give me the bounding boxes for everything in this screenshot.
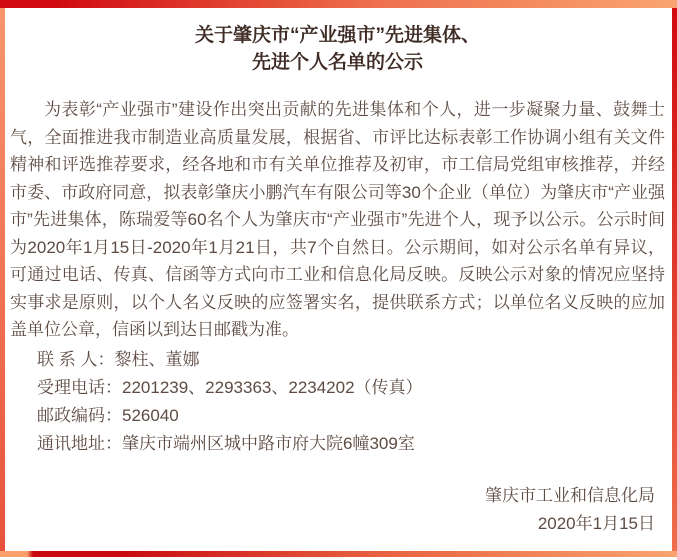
page-title (10, 22, 665, 76)
signature-organization: 肇庆市工业和信息化局 (485, 485, 655, 505)
document-content (10, 8, 665, 538)
contact-phone-line: 受理电话：2201239、2293363、2234202（传真） (37, 377, 423, 397)
announcement-paragraph: 为表彰“产业强市”建设作出突出贡献的先进集体和个人，进一步凝聚力量、鼓舞士气，全面推进我市制造业高质量发展，根据省、市评比达标表彰工作协调小组有关文件精神和评选推荐要求，经各地和市有关单位推荐及初审，市工信局党组审核推荐，并经市委、市政府同意，拟表彰肇庆小鹏汽车有限公司等30个企业（单位）为肇庆市“产业强市”先进集体，陈瑞爱等60名个人为肇庆市“产业强市”先进个人，现予以公示。公示时间为2020年1月15日-2020年1月21日，共7个自然日。公示期间，如对公示名单有异议，可通过电话、传真、信函等方式向市工业和信息化局反映。反映公示对象的情况应坚持实事求是原则，以个人名义反映的应签署实名，提供联系方式；以单位名义反映的应加盖单位公章，信函以到达日邮戳为准。 (10, 100, 665, 339)
contact-postcode-line: 邮政编码：526040 (37, 405, 179, 425)
contact-address-line: 通讯地址：肇庆市端州区城中路市府大院6幢309室 (37, 433, 415, 453)
frame-bottom-border (0, 551, 677, 557)
contact-person-line: 联 系 人：黎柱、董娜 (37, 349, 200, 369)
page-title-line-1: 关于肇庆市“产业强市”先进集体、 (194, 25, 480, 46)
frame-top-border (0, 0, 677, 8)
page-title-line-2: 先进个人名单的公示 (251, 52, 423, 73)
contact-info-block (10, 346, 665, 458)
signature-block (10, 482, 665, 538)
signature-date: 2020年1月15日 (537, 513, 655, 533)
frame-right-border (672, 8, 677, 551)
frame-left-border (0, 8, 5, 551)
